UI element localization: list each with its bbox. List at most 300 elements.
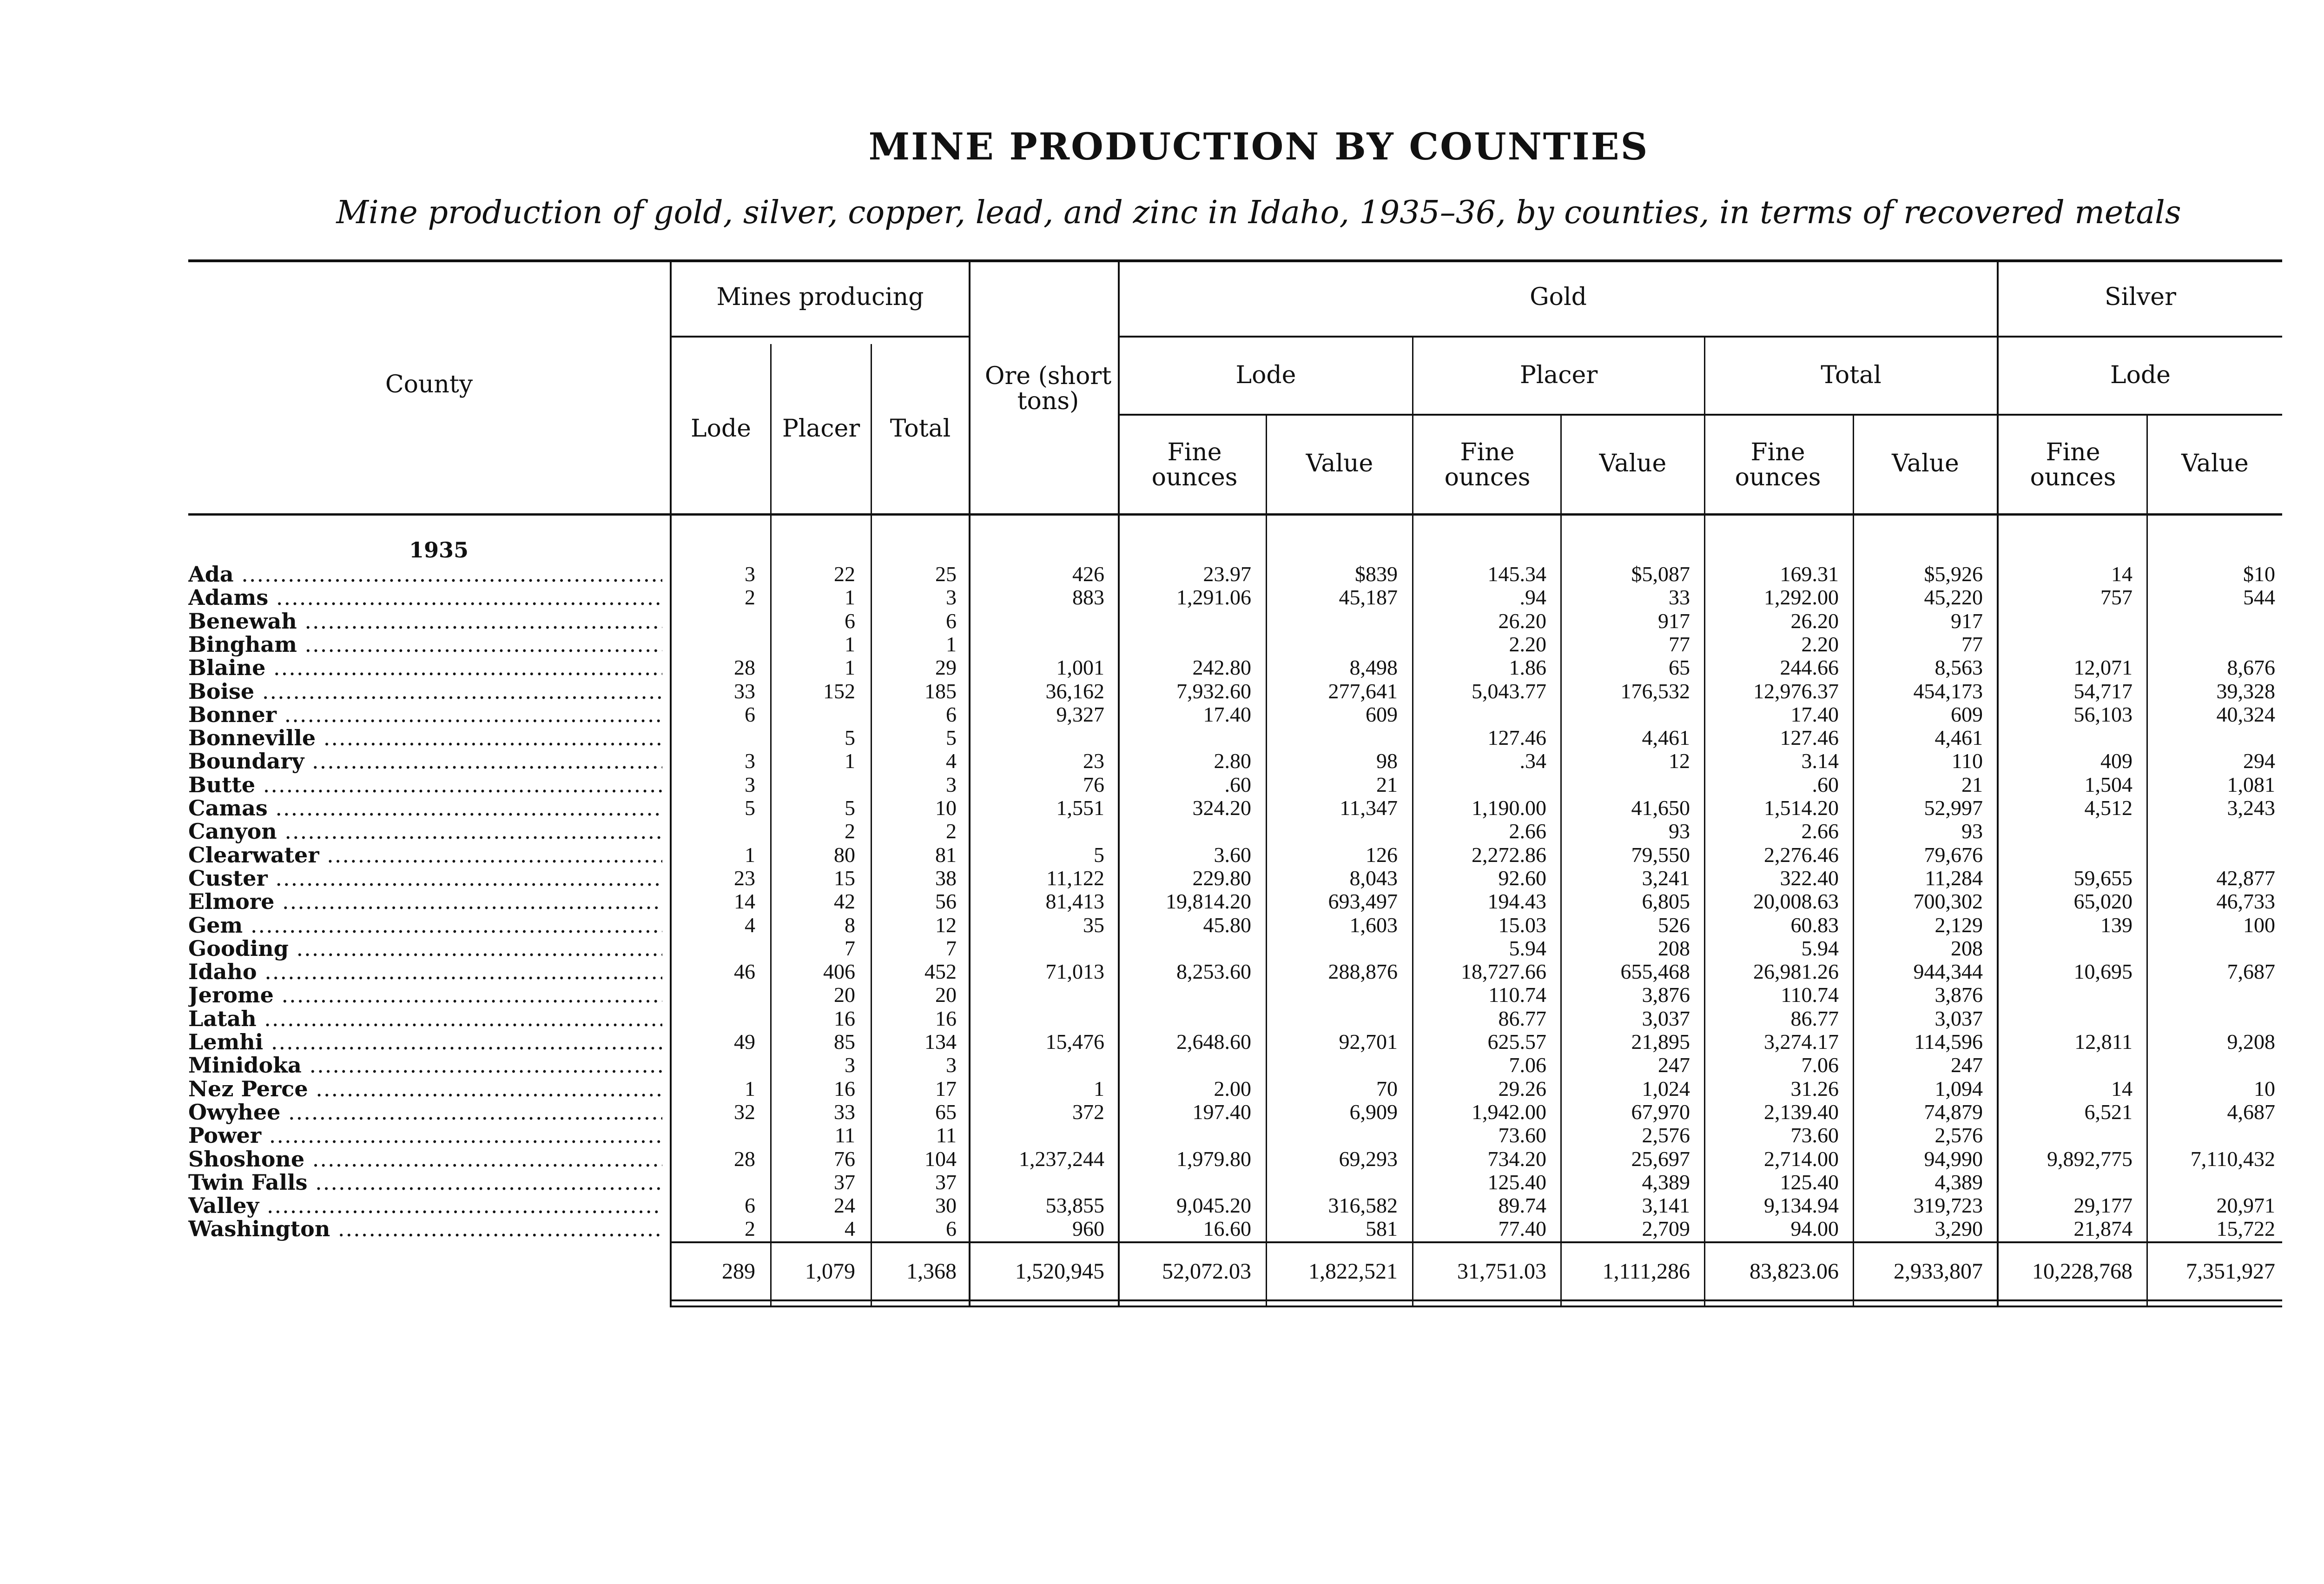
cell-lode: 1 — [745, 1076, 755, 1100]
cell-gold-placer-value: 526 — [1658, 913, 1690, 937]
cell-silver-lode-oz — [1993, 843, 2133, 868]
cell-gold-placer-oz: 26.20 — [1498, 609, 1546, 633]
cell-gold-placer-value: $5,087 — [1631, 562, 1690, 586]
table-row — [0, 680, 2324, 704]
cell-gold-placer-oz: 77.40 — [1498, 1217, 1546, 1241]
cell-gold-lode-oz: 8,253.60 — [1176, 960, 1251, 984]
cell-lode: 28 — [734, 656, 755, 680]
cell-gold-total-oz: 26.20 — [1790, 609, 1839, 633]
county-name: Nez Perce ..... — [188, 1077, 662, 1101]
cell-gold-placer-oz: 194.43 — [1487, 889, 1546, 914]
cell-silver-lode-oz — [1993, 1054, 2133, 1078]
cell-gold-total-value: $5,926 — [1924, 562, 1983, 586]
cell-gold-total-oz: 94.00 — [1790, 1217, 1839, 1241]
cell-placer: 2 — [845, 819, 855, 843]
cell-lode: 3 — [745, 772, 755, 796]
cell-gold-placer-oz: 18,727.66 — [1461, 960, 1546, 984]
cell-gold-total-oz: 7.06 — [1801, 1053, 1839, 1077]
cell-gold-total-value: 11,284 — [1925, 866, 1983, 890]
cell-gold-lode-oz: 2,648.60 — [1176, 1030, 1251, 1054]
cell-ore: 426 — [1072, 562, 1104, 586]
cell-lode — [662, 1054, 755, 1078]
cell-silver-lode-oz: 10,695 — [2073, 960, 2133, 984]
county-name: Boise ..... — [188, 680, 662, 704]
cell-ore: 15,476 — [1045, 1030, 1104, 1054]
cell-silver-lode-value: 7,687 — [2227, 960, 2275, 984]
total-silver-lode-value: 7,351,927 — [2186, 1259, 2275, 1284]
cell-ore: 1,237,244 — [1019, 1147, 1104, 1171]
cell-gold-lode-value — [1258, 937, 1398, 961]
cell-lode — [662, 983, 755, 1007]
rule-bottom-2 — [671, 1306, 2282, 1307]
cell-ore: 960 — [1072, 1217, 1104, 1241]
cell-silver-lode-value: 20,971 — [2216, 1193, 2275, 1218]
cell-ore — [965, 1124, 1104, 1148]
cell-gold-lode-value: 609 — [1366, 702, 1398, 726]
table-row — [0, 890, 2324, 914]
cell-placer — [762, 773, 855, 797]
cell-gold-total-oz: 2.20 — [1801, 632, 1839, 656]
cell-gold-total-value: 944,344 — [1913, 960, 1983, 984]
cell-gold-lode-value — [1258, 1054, 1398, 1078]
header-value: Value — [2181, 450, 2249, 477]
cell-lode — [662, 937, 755, 961]
cell-silver-lode-oz — [1993, 820, 2133, 844]
cell-gold-lode-oz: 2.80 — [1214, 749, 1251, 773]
cell-placer: 85 — [834, 1030, 855, 1054]
cell-gold-total-oz: 2.66 — [1801, 819, 1839, 843]
cell-silver-lode-value — [2140, 983, 2275, 1007]
cell-gold-total-oz: 2,139.40 — [1764, 1100, 1839, 1124]
cell-ore: 1 — [1094, 1076, 1104, 1100]
cell-ore: 81,413 — [1045, 889, 1104, 914]
cell-silver-lode-value: 7,110,432 — [2190, 1147, 2275, 1171]
cell-lode: 33 — [734, 679, 755, 703]
rule-silver-sub — [1999, 414, 2282, 416]
table-row — [0, 1030, 2324, 1054]
cell-gold-lode-value: 277,641 — [1328, 679, 1398, 703]
cell-gold-lode-value: 98 — [1376, 749, 1398, 773]
cell-lode: 46 — [734, 960, 755, 984]
cell-gold-total-value: 454,173 — [1913, 679, 1983, 703]
cell-gold-lode-value: 8,498 — [1349, 656, 1398, 680]
cell-gold-placer-oz: 2.20 — [1509, 632, 1546, 656]
cell-total: 4 — [946, 749, 957, 773]
cell-lode: 1 — [745, 842, 755, 867]
header-gold-placer: Placer — [1519, 361, 1598, 389]
cell-silver-lode-oz: 139 — [2100, 913, 2133, 937]
cell-total: 65 — [935, 1100, 957, 1124]
total-silver-lode-oz: 10,228,768 — [2032, 1259, 2133, 1284]
cell-silver-lode-oz — [1993, 983, 2133, 1007]
cell-silver-lode-oz: 4,512 — [2084, 796, 2133, 820]
cell-ore: 1,001 — [1056, 656, 1104, 680]
cell-gold-total-oz: 110.74 — [1781, 983, 1839, 1007]
cell-placer: 5 — [845, 726, 855, 750]
cell-gold-placer-value: 67,970 — [1631, 1100, 1690, 1124]
cell-gold-placer-oz: 2,272.86 — [1472, 842, 1546, 867]
cell-gold-placer-oz: 110.74 — [1488, 983, 1546, 1007]
county-name: Butte ..... — [188, 773, 662, 797]
cell-gold-placer-value: 12 — [1669, 749, 1690, 773]
county-name: Washington ..... — [188, 1217, 662, 1241]
cell-placer: 80 — [834, 842, 855, 867]
county-name: Minidoka ..... — [188, 1054, 662, 1078]
cell-gold-lode-oz: 3.60 — [1214, 842, 1251, 867]
cell-gold-lode-value — [1258, 726, 1398, 750]
cell-silver-lode-oz: 54,717 — [2073, 679, 2133, 703]
cell-placer: 152 — [823, 679, 855, 703]
cell-total: 17 — [935, 1076, 957, 1100]
cell-silver-lode-value: 4,687 — [2227, 1100, 2275, 1124]
cell-lode: 32 — [734, 1100, 755, 1124]
county-name: Boundary ..... — [188, 749, 662, 774]
cell-silver-lode-oz: 59,655 — [2073, 866, 2133, 890]
cell-total: 6 — [946, 1217, 957, 1241]
cell-gold-lode-value: 6,909 — [1349, 1100, 1398, 1124]
cell-silver-lode-oz — [1993, 1007, 2133, 1031]
cell-lode: 3 — [745, 562, 755, 586]
cell-total: 11 — [936, 1123, 957, 1147]
cell-silver-lode-value: 40,324 — [2216, 702, 2275, 726]
cell-gold-lode-oz: 197.40 — [1192, 1100, 1251, 1124]
cell-gold-placer-oz: 29.26 — [1498, 1076, 1546, 1100]
cell-gold-total-value: 609 — [1951, 702, 1983, 726]
cell-silver-lode-value: 46,733 — [2216, 889, 2275, 914]
cell-gold-total-value: 74,879 — [1924, 1100, 1983, 1124]
cell-placer: 7 — [845, 936, 855, 960]
table-row — [0, 749, 2324, 774]
cell-silver-lode-value — [2140, 726, 2275, 750]
cell-placer: 1 — [845, 749, 855, 773]
cell-silver-lode-value: 294 — [2243, 749, 2275, 773]
rule-sum — [671, 1241, 2282, 1243]
totals-row — [0, 1260, 2324, 1284]
cell-gold-lode-oz: 229.80 — [1192, 866, 1251, 890]
cell-gold-lode-value — [1258, 820, 1398, 844]
cell-gold-lode-oz: 9,045.20 — [1176, 1193, 1251, 1218]
cell-total: 12 — [935, 913, 957, 937]
cell-total: 185 — [924, 679, 957, 703]
cell-gold-lode-value: 8,043 — [1349, 866, 1398, 890]
cell-ore: 36,162 — [1045, 679, 1104, 703]
cell-ore: 1,551 — [1056, 796, 1104, 820]
cell-silver-lode-value: 42,877 — [2216, 866, 2275, 890]
cell-gold-total-value: 700,302 — [1913, 889, 1983, 914]
cell-gold-lode-oz — [1112, 1054, 1251, 1078]
cell-silver-lode-value: 3,243 — [2227, 796, 2275, 820]
county-name: Lemhi ..... — [188, 1030, 662, 1054]
total-gold-lode-oz: 52,072.03 — [1162, 1259, 1251, 1284]
cell-ore — [965, 610, 1104, 634]
cell-silver-lode-value — [2140, 1171, 2275, 1195]
cell-ore — [965, 1171, 1104, 1195]
county-name: Ada ..... — [188, 563, 662, 587]
table-row — [0, 586, 2324, 610]
cell-silver-lode-value: $10 — [2243, 562, 2275, 586]
county-name: Clearwater ..... — [188, 843, 662, 868]
cell-placer: 8 — [845, 913, 855, 937]
cell-gold-placer-oz: 86.77 — [1498, 1006, 1546, 1030]
header-gold: Gold — [1530, 283, 1587, 311]
cell-gold-placer-value: 79,550 — [1631, 842, 1690, 867]
county-name: Latah ..... — [188, 1007, 662, 1031]
cell-total: 16 — [935, 1006, 957, 1030]
cell-ore: 883 — [1072, 585, 1104, 610]
cell-gold-placer-oz: 1,190.00 — [1472, 796, 1546, 820]
cell-placer: 16 — [834, 1006, 855, 1030]
rule-gold-sub — [1119, 414, 1998, 416]
header-fine-ounces: Fine ounces — [1735, 438, 1821, 491]
county-name: Power ..... — [188, 1124, 662, 1148]
cell-gold-placer-value: 655,468 — [1620, 960, 1690, 984]
header-value: Value — [1892, 450, 1959, 477]
cell-gold-placer-oz: 734.20 — [1487, 1147, 1546, 1171]
table-row — [0, 1194, 2324, 1218]
cell-gold-lode-oz — [1112, 820, 1251, 844]
table-row — [0, 633, 2324, 657]
cell-silver-lode-oz — [1993, 1124, 2133, 1148]
table-row — [0, 1124, 2324, 1148]
cell-gold-total-value: 8,563 — [1934, 656, 1983, 680]
total-total: 1,368 — [906, 1259, 957, 1284]
cell-gold-placer-oz: 145.34 — [1487, 562, 1546, 586]
county-name: Benewah ..... — [188, 610, 662, 634]
cell-placer: 24 — [834, 1193, 855, 1218]
total-gold-placer-value: 1,111,286 — [1602, 1259, 1690, 1284]
cell-lode: 2 — [745, 1217, 755, 1241]
cell-gold-total-value: 77 — [1961, 632, 1983, 656]
cell-gold-lode-value — [1258, 633, 1398, 657]
cell-silver-lode-oz — [1993, 726, 2133, 750]
cell-gold-total-value: 2,129 — [1934, 913, 1983, 937]
cell-gold-total-value: 3,037 — [1934, 1006, 1983, 1030]
cell-gold-total-value: 247 — [1951, 1053, 1983, 1077]
cell-gold-total-oz: 322.40 — [1780, 866, 1839, 890]
cell-gold-lode-oz: 1,291.06 — [1176, 585, 1251, 610]
cell-gold-total-oz: 3.14 — [1801, 749, 1839, 773]
cell-gold-placer-value: 2,576 — [1642, 1123, 1690, 1147]
cell-gold-placer-oz: 2.66 — [1509, 819, 1546, 843]
cell-gold-placer-oz: 1,942.00 — [1472, 1100, 1546, 1124]
cell-lode: 23 — [734, 866, 755, 890]
cell-gold-placer-oz: 1.86 — [1509, 656, 1546, 680]
total-gold-lode-value: 1,822,521 — [1308, 1259, 1398, 1284]
cell-gold-total-value: 110 — [1951, 749, 1983, 773]
cell-gold-placer-oz: 73.60 — [1498, 1123, 1546, 1147]
cell-placer: 4 — [845, 1217, 855, 1241]
header-mines-placer: Placer — [782, 415, 860, 443]
cell-gold-total-oz: 31.26 — [1790, 1076, 1839, 1100]
header-mines-lode: Lode — [691, 415, 751, 443]
cell-gold-placer-oz: 5,043.77 — [1472, 679, 1546, 703]
cell-gold-total-value: 52,997 — [1924, 796, 1983, 820]
cell-gold-placer-value: 41,650 — [1631, 796, 1690, 820]
cell-silver-lode-value: 8,676 — [2227, 656, 2275, 680]
cell-gold-lode-value: 288,876 — [1328, 960, 1398, 984]
cell-gold-placer-value: 93 — [1669, 819, 1690, 843]
cell-gold-total-value: 1,094 — [1934, 1076, 1983, 1100]
cell-silver-lode-value — [2140, 1124, 2275, 1148]
county-name: Bonner ..... — [188, 703, 662, 727]
cell-gold-total-oz: 244.66 — [1780, 656, 1839, 680]
cell-gold-lode-oz — [1112, 1007, 1251, 1031]
cell-gold-lode-oz — [1112, 1171, 1251, 1195]
cell-placer — [762, 703, 855, 727]
table-row — [0, 1007, 2324, 1031]
cell-silver-lode-value: 39,328 — [2216, 679, 2275, 703]
cell-silver-lode-value: 15,722 — [2216, 1217, 2275, 1241]
cell-gold-lode-oz: 324.20 — [1192, 796, 1251, 820]
cell-silver-lode-value: 100 — [2243, 913, 2275, 937]
cell-lode — [662, 610, 755, 634]
cell-placer: 33 — [834, 1100, 855, 1124]
cell-gold-lode-oz: 16.60 — [1203, 1217, 1251, 1241]
cell-silver-lode-oz: 14 — [2111, 562, 2133, 586]
cell-ore: 71,013 — [1045, 960, 1104, 984]
county-name: Shoshone ..... — [188, 1147, 662, 1172]
cell-ore: 5 — [1094, 842, 1104, 867]
cell-gold-placer-value — [1551, 703, 1690, 727]
cell-total: 6 — [946, 609, 957, 633]
table-row — [0, 937, 2324, 961]
cell-total: 2 — [946, 819, 957, 843]
cell-gold-total-value: 4,461 — [1934, 726, 1983, 750]
cell-silver-lode-oz: 12,811 — [2074, 1030, 2133, 1054]
cell-placer: 6 — [845, 609, 855, 633]
header-gold-total: Total — [1821, 361, 1882, 389]
cell-gold-total-oz: 125.40 — [1780, 1170, 1839, 1194]
cell-gold-placer-value: 6,805 — [1642, 889, 1690, 914]
table-row — [0, 703, 2324, 727]
cell-gold-placer-value: 21,895 — [1631, 1030, 1690, 1054]
total-gold-placer-oz: 31,751.03 — [1457, 1259, 1546, 1284]
cell-gold-placer-value — [1551, 773, 1690, 797]
cell-silver-lode-value — [2140, 937, 2275, 961]
header-value: Value — [1306, 450, 1373, 477]
total-gold-total-oz: 83,823.06 — [1750, 1259, 1839, 1284]
cell-gold-lode-value — [1258, 1124, 1398, 1148]
cell-gold-lode-oz: 7,932.60 — [1176, 679, 1251, 703]
cell-total: 38 — [935, 866, 957, 890]
cell-gold-placer-value: 208 — [1658, 936, 1690, 960]
cell-gold-lode-oz — [1112, 937, 1251, 961]
cell-silver-lode-value: 10 — [2254, 1076, 2275, 1100]
cell-silver-lode-oz: 21,874 — [2073, 1217, 2133, 1241]
cell-lode: 28 — [734, 1147, 755, 1171]
cell-gold-placer-value: 4,461 — [1642, 726, 1690, 750]
header-value: Value — [1599, 450, 1667, 477]
cell-lode: 49 — [734, 1030, 755, 1054]
cell-silver-lode-value — [2140, 633, 2275, 657]
county-name: Gooding ..... — [188, 937, 662, 961]
cell-ore: 9,327 — [1056, 702, 1104, 726]
cell-silver-lode-oz: 1,504 — [2084, 772, 2133, 796]
cell-gold-lode-oz: 2.00 — [1214, 1076, 1251, 1100]
cell-gold-placer-oz: 7.06 — [1509, 1053, 1546, 1077]
cell-gold-placer-oz: 89.74 — [1498, 1193, 1546, 1218]
page-title: MINE PRODUCTION BY COUNTIES — [868, 125, 1649, 168]
cell-gold-placer-oz — [1407, 703, 1546, 727]
rule-bottom-1 — [671, 1299, 2282, 1301]
rule-top — [188, 259, 2282, 262]
cell-gold-lode-oz — [1112, 633, 1251, 657]
cell-total: 7 — [946, 936, 957, 960]
cell-silver-lode-oz: 56,103 — [2073, 702, 2133, 726]
table-row — [0, 773, 2324, 797]
cell-gold-total-value: 93 — [1961, 819, 1983, 843]
county-name: Jerome ..... — [188, 983, 662, 1007]
cell-silver-lode-value — [2140, 1054, 2275, 1078]
cell-gold-lode-value — [1258, 1007, 1398, 1031]
table-row — [0, 1171, 2324, 1195]
cell-silver-lode-oz: 9,892,775 — [2047, 1147, 2133, 1171]
cell-total: 6 — [946, 702, 957, 726]
cell-gold-total-value: 319,723 — [1913, 1193, 1983, 1218]
table-row — [0, 726, 2324, 750]
cell-ore: 372 — [1072, 1100, 1104, 1124]
cell-placer: 22 — [834, 562, 855, 586]
cell-gold-placer-oz — [1407, 773, 1546, 797]
cell-silver-lode-oz — [1993, 610, 2133, 634]
cell-gold-total-oz: 60.83 — [1790, 913, 1839, 937]
cell-gold-total-value: 114,596 — [1914, 1030, 1983, 1054]
cell-total: 81 — [935, 842, 957, 867]
county-name: Canyon ..... — [188, 820, 662, 844]
cell-gold-lode-value: $839 — [1355, 562, 1398, 586]
cell-placer: 11 — [834, 1123, 855, 1147]
cell-gold-total-value: 3,290 — [1934, 1217, 1983, 1241]
cell-gold-lode-value: 69,293 — [1339, 1147, 1398, 1171]
cell-gold-total-oz: 1,514.20 — [1764, 796, 1839, 820]
county-name: Camas ..... — [188, 796, 662, 821]
total-placer: 1,079 — [805, 1259, 855, 1284]
cell-gold-total-oz: 2,714.00 — [1764, 1147, 1839, 1171]
cell-total: 10 — [935, 796, 957, 820]
cell-silver-lode-oz: 757 — [2100, 585, 2133, 610]
cell-gold-lode-value — [1258, 610, 1398, 634]
cell-lode: 6 — [745, 1193, 755, 1218]
header-fine-ounces: Fine ounces — [1151, 438, 1238, 491]
cell-gold-total-oz: 1,292.00 — [1764, 585, 1839, 610]
table-row — [0, 610, 2324, 634]
cell-gold-lode-value: 693,497 — [1328, 889, 1398, 914]
cell-total: 134 — [924, 1030, 957, 1054]
cell-lode: 4 — [745, 913, 755, 937]
county-name: Custer ..... — [188, 867, 662, 891]
header-mines-total: Total — [890, 415, 951, 443]
cell-ore — [965, 726, 1104, 750]
cell-lode — [662, 726, 755, 750]
cell-gold-placer-value: 3,037 — [1642, 1006, 1690, 1030]
cell-silver-lode-oz: 12,071 — [2073, 656, 2133, 680]
rule-gold — [1119, 336, 1998, 338]
table-row — [0, 983, 2324, 1007]
cell-gold-placer-value: 1,024 — [1642, 1076, 1690, 1100]
cell-gold-placer-value: 3,141 — [1642, 1193, 1690, 1218]
cell-silver-lode-oz: 29,177 — [2073, 1193, 2133, 1218]
county-name: Idaho ..... — [188, 960, 662, 984]
cell-gold-total-value: 917 — [1951, 609, 1983, 633]
cell-gold-total-value: 21 — [1961, 772, 1983, 796]
cell-total: 3 — [946, 585, 957, 610]
cell-placer: 1 — [845, 632, 855, 656]
cell-gold-lode-oz — [1112, 983, 1251, 1007]
rule-mines-producing — [671, 336, 969, 338]
county-name: Valley ..... — [188, 1194, 662, 1218]
cell-gold-total-oz: 20,008.63 — [1753, 889, 1839, 914]
cell-ore — [965, 633, 1104, 657]
